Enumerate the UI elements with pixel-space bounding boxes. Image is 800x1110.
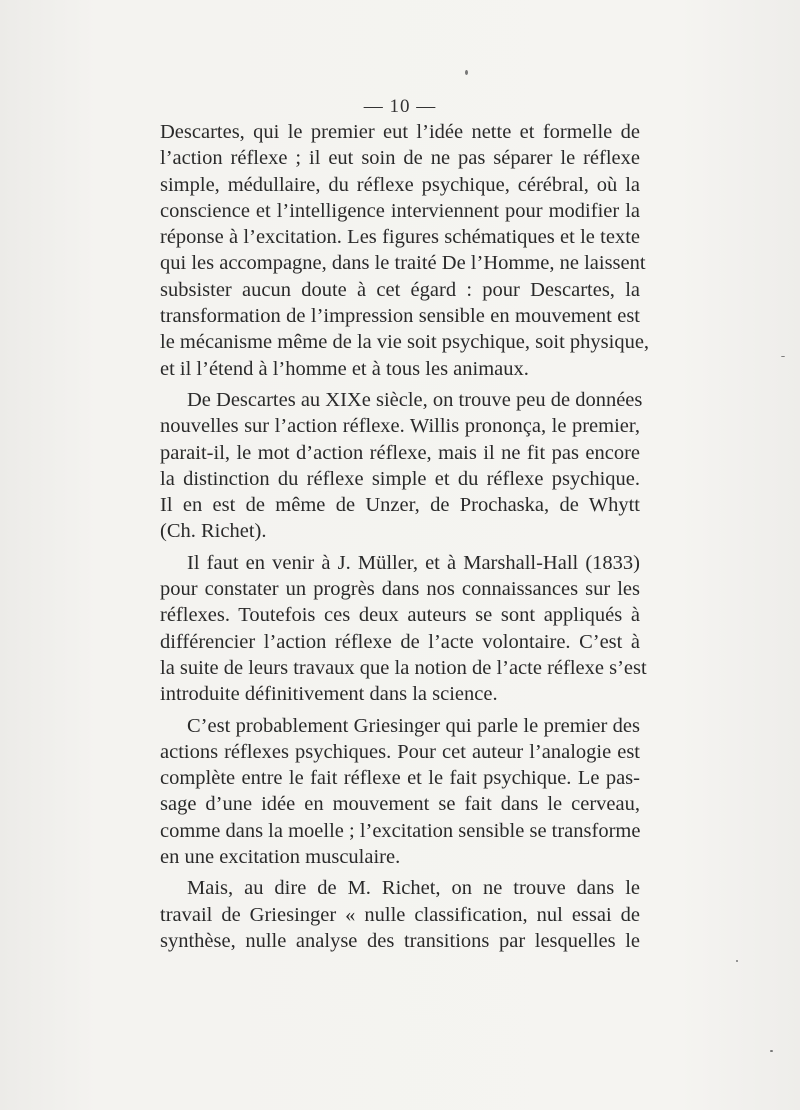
text-line: comme dans la moelle ; l’excitation sensible se transforme (160, 819, 641, 842)
text-line: qui les accompagne, dans le traité De l’Homme, ne laissent (160, 252, 646, 275)
text-line: différencier l’action réflexe de l’acte volontaire. C’est à (160, 630, 640, 653)
text-line: actions réflexes psychiques. Pour cet auteur l’analogie est (160, 740, 640, 763)
scan-speck (781, 356, 785, 357)
text-line: Il en est de même de Unzer, de Prochaska, de Whytt (160, 494, 640, 517)
text-line: (Ch. Richet). (160, 520, 267, 543)
text-line: Il faut en venir à J. Müller, et à Marshall-Hall (1833) (187, 551, 640, 574)
text-line: Mais, au dire de M. Richet, on ne trouve dans le (187, 877, 640, 900)
paragraph (160, 119, 650, 382)
text-line: la distinction du réflexe simple et du réflexe psychique. (160, 467, 640, 490)
text-line: De Descartes au XIXe siècle, on trouve peu de données (187, 388, 643, 411)
paragraph (160, 875, 640, 954)
text-line: parait-il, le mot d’action réflexe, mais il ne fit pas encore (160, 441, 640, 464)
body-text (160, 119, 650, 954)
text-line: la suite de leurs travaux que la notion de l’acte réflexe s’est (160, 656, 647, 679)
text-line: le mécanisme même de la vie soit psychique, soit physique, (160, 331, 650, 354)
text-line: complète entre le fait réflexe et le fait psychique. Le pas- (160, 767, 640, 790)
text-line: réponse à l’excitation. Les figures schématiques et le texte (160, 226, 640, 249)
text-line: conscience et l’intelligence interviennent pour modifier la (160, 199, 640, 222)
text-line: subsister aucun doute à cet égard : pour Descartes, la (160, 278, 640, 301)
text-line: transformation de l’impression sensible en mouvement est (160, 305, 640, 328)
text-line: sage d’une idée en mouvement se fait dans le cerveau, (160, 793, 640, 816)
paragraph (160, 387, 643, 545)
text-line: C’est probablement Griesinger qui parle le premier des (187, 714, 640, 737)
text-line: réflexes. Toutefois ces deux auteurs se sont appliqués à (160, 604, 640, 627)
text-line: travail de Griesinger « nulle classification, nul essai de (160, 903, 640, 926)
text-line: simple, médullaire, du réflexe psychique, cérébral, où la (160, 173, 640, 196)
text-line: l’action réflexe ; il eut soin de ne pas séparer le réflexe (160, 147, 640, 170)
scan-speck (465, 70, 468, 75)
text-line: introduite définitivement dans la science. (160, 683, 498, 706)
text-line: nouvelles sur l’action réflexe. Willis prononça, le premier, (160, 415, 640, 438)
page-number: — 10 — (363, 96, 437, 117)
scan-speck (736, 960, 738, 962)
text-line: synthèse, nulle analyse des transitions par lesquelles le (160, 929, 640, 952)
text-line: en une excitation musculaire. (160, 846, 401, 869)
text-line: pour constater un progrès dans nos connaissances sur les (160, 578, 640, 601)
text-line: Descartes, qui le premier eut l’idée nette et formelle de (160, 121, 640, 143)
paragraph (160, 713, 640, 871)
text-line: et il l’étend à l’homme et à tous les animaux. (160, 357, 529, 380)
scan-speck (770, 1050, 773, 1052)
paragraph (160, 550, 647, 708)
